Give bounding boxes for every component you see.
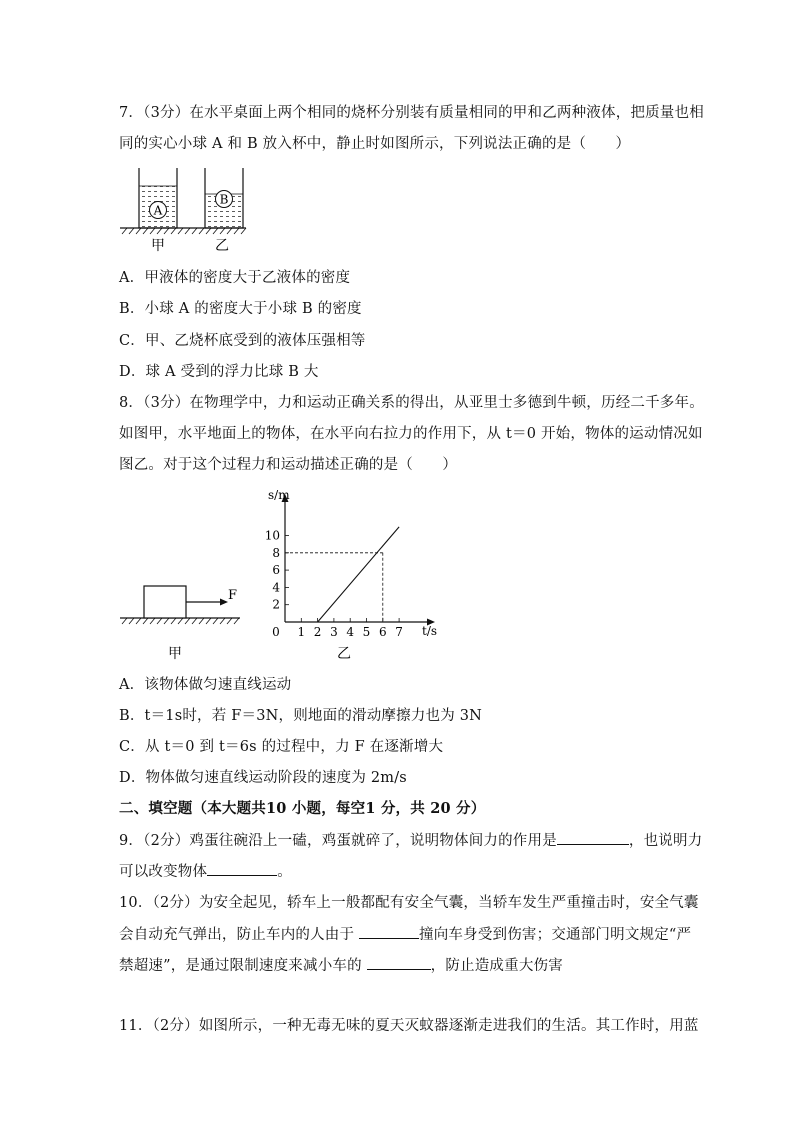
q9-text-1a: 9．（2分）鸡蛋往碗沿上一磕，鸡蛋就碎了，说明物体间力的作用是 — [119, 833, 557, 849]
y-tick-label: 6 — [272, 563, 280, 578]
q7-option-d: D．球 A 受到的浮力比球 B 大 — [119, 364, 319, 380]
x-axis-label: t/s — [422, 624, 438, 638]
beaker-yi — [205, 168, 243, 228]
x-tick-label: 0 — [272, 625, 280, 639]
q9-line1 — [119, 830, 703, 851]
q8-option-b: B．t＝1s时，若 F＝3N，则地面的滑动摩擦力也为 3N — [119, 708, 483, 724]
x-tick-label: 3 — [330, 625, 338, 639]
q8-stem-line1: 8．（3分）在物理学中，力和运动正确关系的得出，从亚里士多德到牛顿，历经二千多年。 — [119, 395, 704, 411]
y-axis-label: s/m — [268, 488, 290, 502]
q10-line2 — [119, 924, 692, 945]
q8-block-figure — [118, 578, 248, 668]
q10-text-3a: 禁超速”，是通过限制速度来减小车的 — [119, 958, 362, 974]
beaker-yi-label: 乙 — [215, 238, 229, 254]
q9-text-2a: 可以改变物体 — [119, 864, 208, 880]
q7-stem-line2: 同的实心小球 A 和 B 放入杯中，静止时如图所示，下列说法正确的是（ ） — [119, 136, 631, 152]
y-tick-label: 4 — [272, 580, 280, 595]
q8-stem-line2: 如图甲，水平地面上的物体，在水平向右拉力的作用下，从 t＝0 开始，物体的运动情况如 — [119, 426, 703, 442]
q7-option-a: A．甲液体的密度大于乙液体的密度 — [119, 270, 351, 286]
q11-line1: 11．（2分）如图所示，一种无毒无味的夏天灭蚊器逐渐走进我们的生活。其工作时，用蓝 — [119, 1018, 699, 1034]
figure-jia-caption: 甲 — [168, 646, 182, 662]
beaker-jia — [139, 168, 177, 228]
q8-option-d: D．物体做匀速直线运动阶段的速度为 2m/s — [119, 770, 407, 786]
q9-text-1b: ，也说明力 — [628, 833, 703, 849]
q9-line2 — [119, 861, 679, 882]
y-tick-label: 8 — [272, 545, 280, 560]
q10-text-2b: 撞向车身受到伤害；交通部门明文规定“严 — [419, 927, 692, 943]
q10-text-2a: 会自动充气弹出，防止车内的人由于 — [119, 927, 355, 943]
x-tick-label: 5 — [362, 625, 371, 639]
q10-text-3b: ，防止造成重大伤害 — [430, 958, 563, 974]
x-tick-label: 6 — [378, 625, 387, 639]
q9-text-2b: 。 — [277, 864, 292, 880]
q10-line3 — [119, 955, 679, 976]
q10-line1: 10．（2分）为安全起见，轿车上一般都配有安全气囊，当轿车发生严重撞击时，安全气囊 — [119, 895, 699, 911]
force-arrow-icon — [220, 599, 228, 606]
q8-option-a: A．该物体做匀速直线运动 — [119, 677, 292, 693]
table-hatch — [122, 228, 246, 234]
ball-b-label: B — [219, 192, 229, 207]
q7-option-c: C．甲、乙烧杯底受到的液体压强相等 — [119, 333, 366, 349]
ground-hatch — [122, 618, 239, 624]
x-tick-label: 1 — [297, 625, 306, 639]
q8-stem-line3: 图乙。对于这个过程力和运动描述正确的是（ ） — [119, 457, 458, 473]
x-tick-label: 7 — [395, 625, 403, 639]
q10-blank-2[interactable] — [367, 955, 431, 970]
y-tick-label: 10 — [264, 528, 280, 543]
q7-beakers-figure — [118, 164, 248, 254]
y-tick-label: 2 — [272, 597, 280, 612]
x-tick-label: 2 — [313, 625, 322, 639]
q8-st-chart — [262, 486, 452, 666]
beaker-jia-label: 甲 — [151, 238, 165, 254]
q10-blank-1[interactable] — [359, 924, 419, 939]
figure-yi-caption: 乙 — [337, 646, 351, 662]
q7-stem-line1: 7．（3分）在水平桌面上两个相同的烧杯分别装有质量相同的甲和乙两种液体，把质量也相 — [119, 105, 704, 121]
q7-option-b: B．小球 A 的密度大于小球 B 的密度 — [119, 301, 362, 317]
q8-option-c: C．从 t＝0 到 t＝6s 的过程中，力 F 在逐渐增大 — [119, 739, 444, 755]
x-tick-label: 4 — [346, 625, 355, 639]
series-line — [318, 527, 400, 622]
section2-heading: 二、填空题（本大题共10 小题，每空1 分，共 20 分） — [119, 800, 486, 817]
block — [144, 586, 186, 618]
force-label: F — [228, 588, 238, 603]
ball-a-label: A — [153, 203, 163, 218]
q9-blank-2[interactable] — [207, 861, 277, 876]
q9-blank-1[interactable] — [557, 830, 629, 845]
